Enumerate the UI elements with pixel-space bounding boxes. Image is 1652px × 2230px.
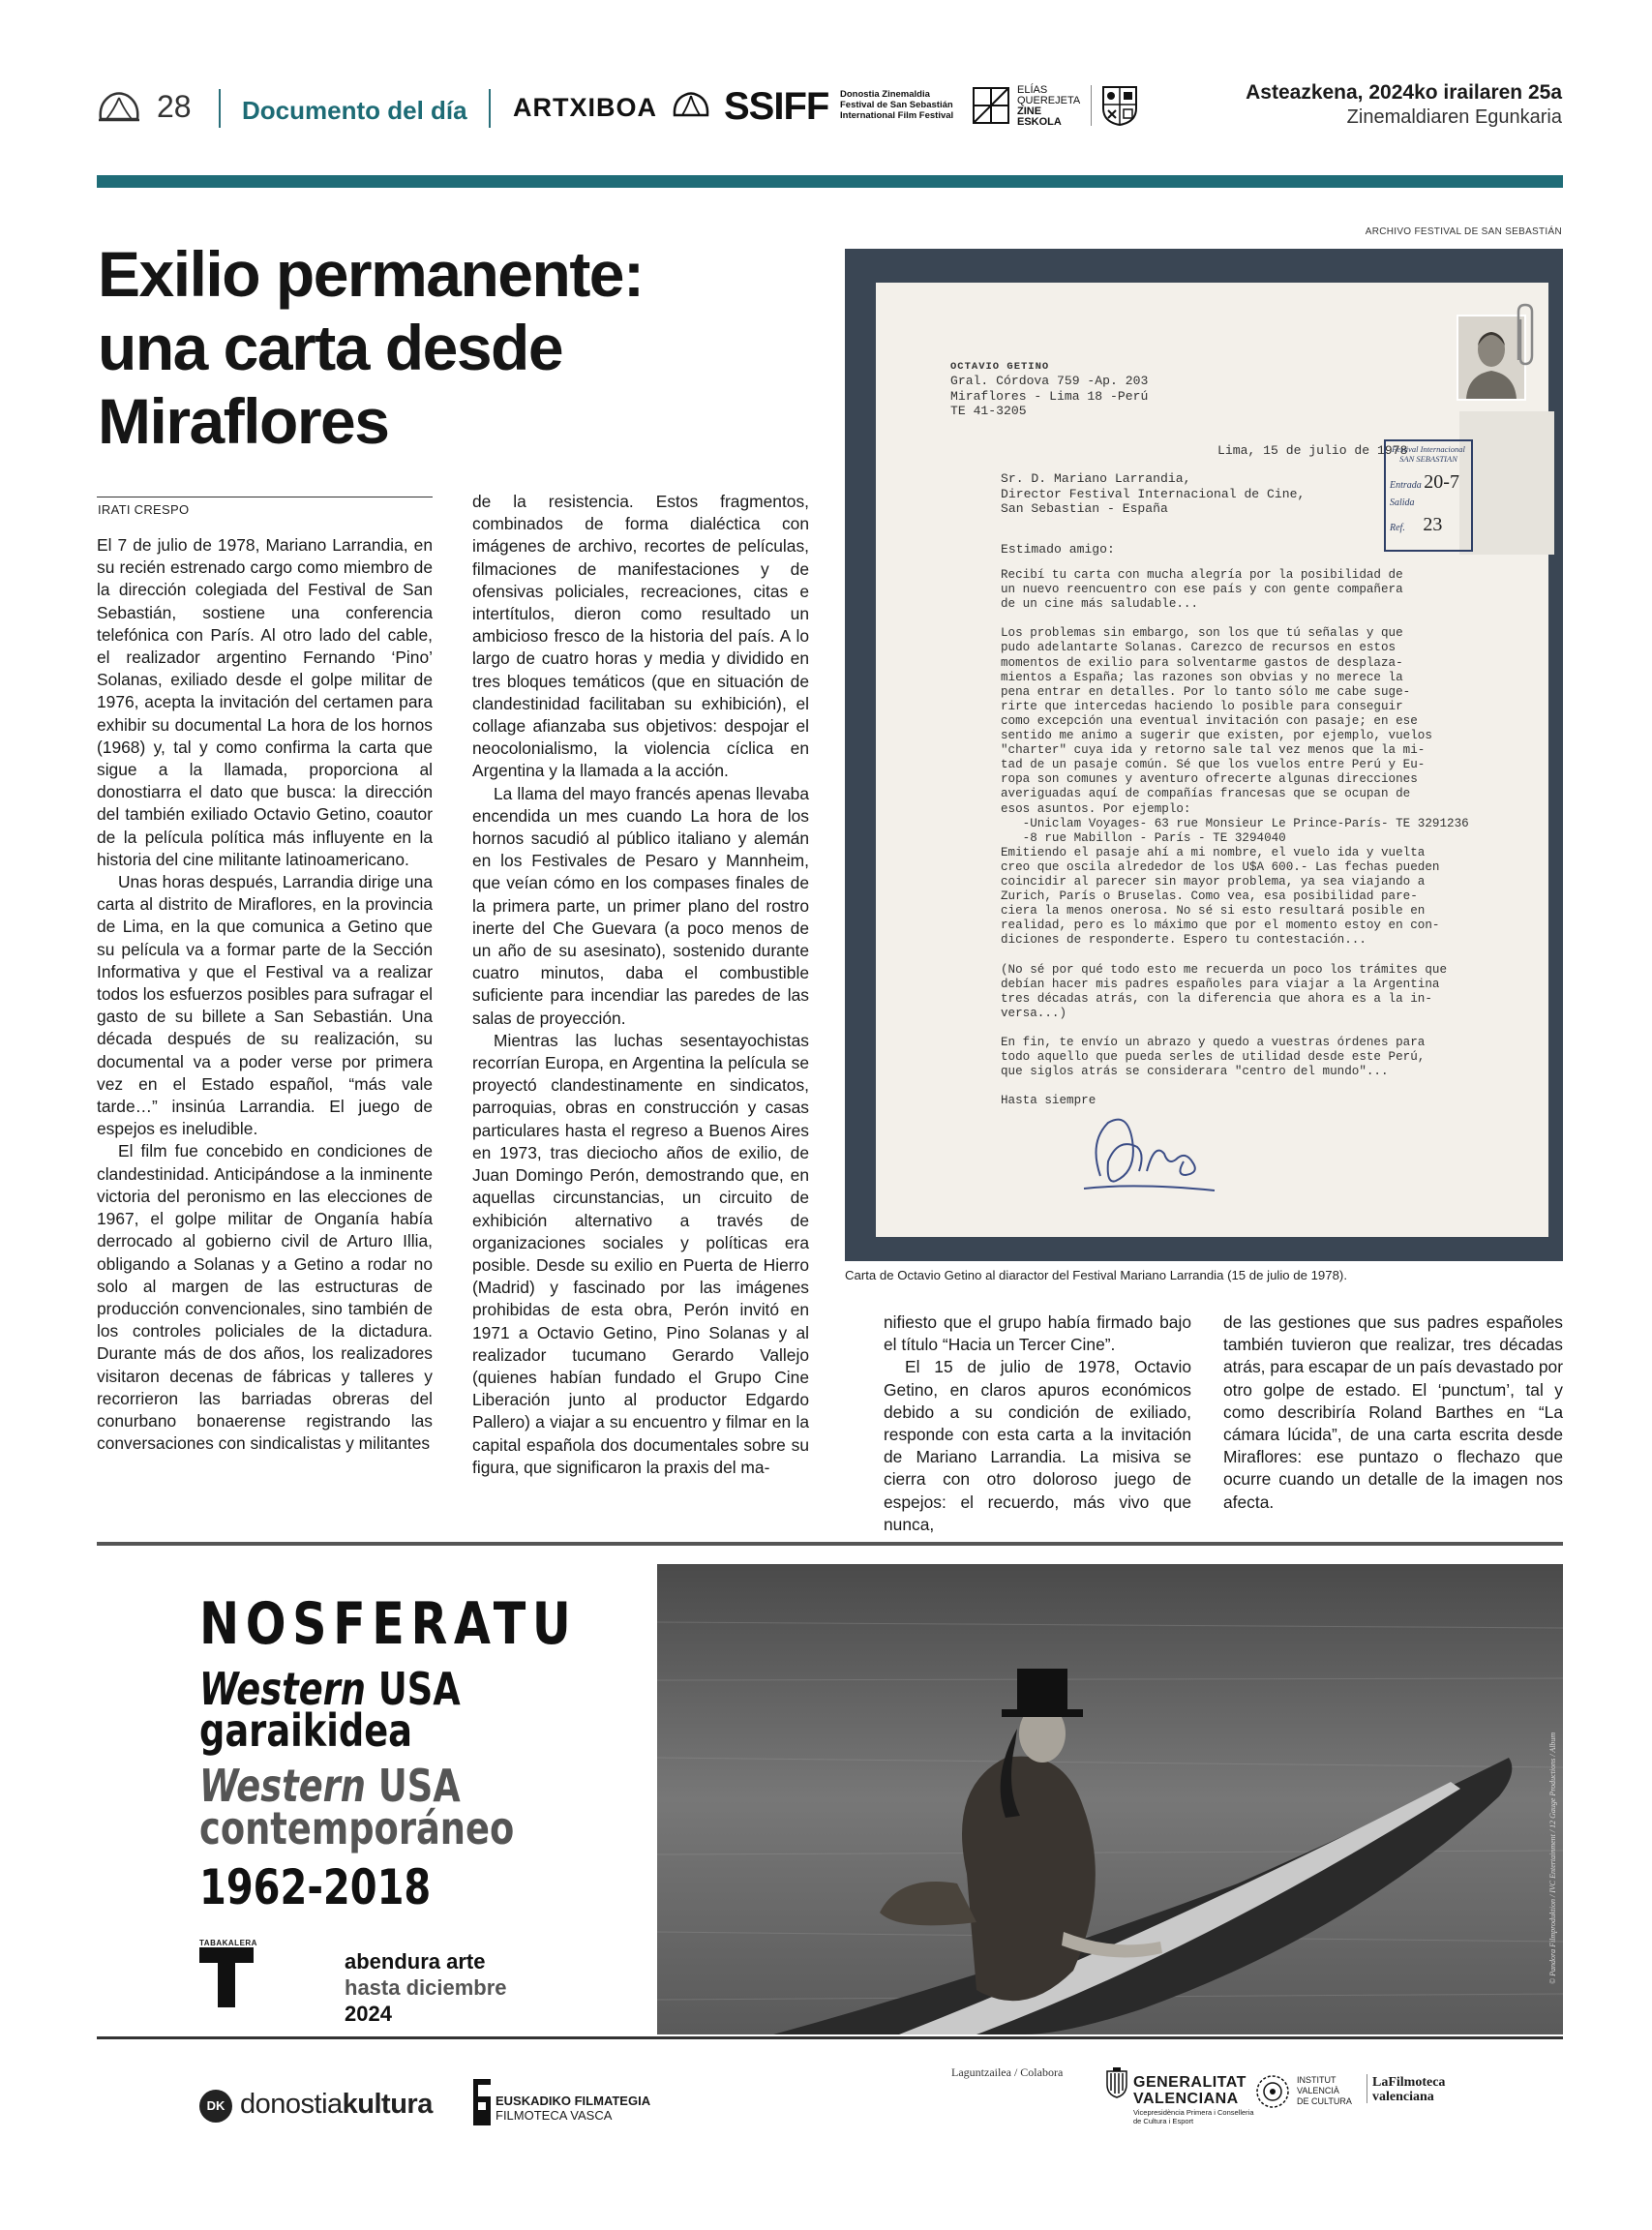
signature-icon xyxy=(1079,1103,1224,1195)
letter-salutation: Estimado amigo: xyxy=(1001,542,1115,557)
filmoteca-valenciana-logo xyxy=(1372,2075,1469,2104)
banner-italic: Western xyxy=(199,1760,366,1812)
ssiff-shell-icon xyxy=(672,90,710,121)
letter-line: creo que oscila alrededor de los U$A 600.- Las fechas pueden xyxy=(1001,859,1440,874)
donostiakultura-text xyxy=(240,2089,433,2121)
exhibition-year: 2024 xyxy=(345,2002,392,2026)
letter-line: Recibí tu carta con mucha alegría por la posibilidad de xyxy=(1001,568,1403,582)
letter-line: esos asuntos. Por ejemplo: xyxy=(1001,801,1191,816)
letter-line xyxy=(1001,1021,1469,1036)
article-column-2 xyxy=(472,491,809,1479)
letter-line: tres décadas atrás, con la diferencia que ahora es a la in- xyxy=(1001,991,1432,1006)
letter-line: Hasta siempre xyxy=(1001,1094,1096,1108)
letter-line: pena entrar en detalles. Por lo tanto sólo me cabe suge- xyxy=(1001,684,1411,699)
filmategia-text: EUSKADIKO FILMATEGIA xyxy=(496,2094,651,2108)
letter-line: -8 rue Mabillon - París - TE 3294040 xyxy=(1001,830,1286,845)
elias-line: ELÍAS xyxy=(1017,84,1048,96)
address-line: TE 41-3205 xyxy=(950,404,1027,419)
figure-caption: Carta de Octavio Getino al diaractor del Festival Mariano Larrandia (15 de julio de 1978). xyxy=(845,1268,1347,1282)
letter-date: Lima, 15 de julio de 1978 xyxy=(1217,443,1408,458)
archive-label: ARTXIBOA xyxy=(513,93,657,122)
tabakalera-label: TABAKALERA xyxy=(199,1939,257,1947)
letter-line: diciones de responderte. Espero tu contestación... xyxy=(1001,933,1367,948)
headline-line: una carta desde xyxy=(98,312,563,383)
exhibition-until-es: hasta diciembre xyxy=(345,1975,507,2000)
photo-credit-text: © Pandora Filmproduktion / IVC Entertainment / 12 Gauge Productions / Album xyxy=(1548,1732,1557,1984)
ssiff-sub-line: International Film Festival xyxy=(840,110,954,121)
banner-text: USA xyxy=(377,1760,461,1812)
ssiff-logo: SSIFF xyxy=(724,85,829,128)
letter-line: averiguadas aquí de compañías francesas que se ocupan de xyxy=(1001,787,1411,801)
festival-receipt-stamp xyxy=(1384,439,1473,552)
paragraph: La llama del mayo francés apenas llevaba encendida un mes cuando La hora de los hornos sacudió al público italiano y alemán en los Festivales de Pesaro y Mannheim, que veían cómo en los compases finales de la primera parte, un primer plano del rostro inerte del Che Guevara (a poco menos de un año de su asesinato), sostenido durante cuatro minutos, daba el combustible suficiente para incendiar las paredes de las salas de proyección. xyxy=(472,783,809,1028)
letter-line: momentos de exilio para solventarme gastos de desplaza- xyxy=(1001,655,1403,670)
exhibition-until-eu: abendura arte xyxy=(345,1949,486,1974)
filmategia-logo-icon xyxy=(473,2079,491,2125)
paragraph: El 7 de julio de 1978, Mariano Larrandia, en su recién estrenado cargo como miembro de la dirección colegiada del Festival de San Sebastián, sostiene una conferencia telefónica con París. Al otro lado del cable, el realizador argentino Fernando ‘Pino’ Solanas, exiliado desde el golpe militar de 1976, acepta la invitación del certamen para exhibir su documental La hora de los hornos (1968) y, tal y como confirma la carta que sigue a la llamada, proporciona al donostiarra el dato que busca: la dirección del también exiliado Octavio Getino, coautor de la película política más influyente en la historia del cine militante latinoamericano. xyxy=(97,535,433,869)
elias-querejeta-text xyxy=(1017,85,1087,128)
paragraph: El film fue concebido en condiciones de clandestinidad. Anticipándose a la inminente victoria del peronismo en las elecciones de 1967, el golpe militar de Onganía había derrocado al gobierno civil de Arturo Illia, obligando a Solanas y a Getino a rodar no solo al margen de las estructuras de producción convencionales, sino también de los controles policiales de la dictadura. Durante más de dos años, los realizadores visitaron decenas de fábricas y talleres y recorrieron las barriadas obreras del conurbano bonaerense registrando las conversaciones con sindicalistas y militantes xyxy=(97,1141,433,1454)
stamp-label: Ref. xyxy=(1390,523,1405,533)
header-accent-bar xyxy=(97,175,1563,188)
generalitat-text xyxy=(1133,2074,1259,2107)
paragraph: Mientras las luchas sesentayochistas recorrían Europa, en Argentina la película se proyectó clandestinamente en sindicatos, parroquias, obras en construcción y casas particulares hasta el regreso a Buenos Aires en 1973, tras dieciocho años de exilio, de Juan Domingo Perón, demostrando que, en aquellas circunstancias, un circuito de exhibición alternativo a través de organizaciones sociales y políticas era posible. Desde su exilio en Puerta de Hierro (Madrid) y fascinado por las imágenes prohibidas de esta obra, Perón invitó en 1971 a Octavio Getino, Pino Solanas y al realizador tucumano Gerardo Vallejo (quienes habían fundado el Grupo Cine Liberación junto al productor Edgardo Pallero) a viajar a su encuentro y filmar en la capital española dos documentales sobre su figura, que significaron la praxis del ma- xyxy=(472,1030,809,1477)
ivc-line: VALENCIÀ xyxy=(1297,2086,1339,2095)
letter-line: tad de un pasaje común. Sé que los vuelos entre Perú y Eu- xyxy=(1001,758,1426,772)
paragraph: El 15 de julio de 1978, Octavio Getino, en claros apuros económicos debido a su condición de exiliado, responde con esta carta a la invitación de Mariano Larrandia. La misiva se cierra con otro doloroso juego de espejos: el recuerdo, más vivo que nunca, xyxy=(884,1357,1191,1534)
elias-line: QUEREJETA xyxy=(1017,95,1081,106)
letter-line: coincidir al parecer sin mayor problema, ya sea viajando a xyxy=(1001,874,1426,889)
gv-line: GENERALITAT xyxy=(1133,2074,1247,2091)
paragraph: de las gestiones que sus padres españoles también tuvieron que realizar, tres décadas atrás, para escapar de un país devastado por otro golpe de estado. El ‘punctum’, tal y como describiría Roland Barthes en “La cámara lúcida”, de una carta escrita desde Miraflores: ese puntazo o flechazo que ocurre cuando un detalle de la imagen nos afecta. xyxy=(1223,1312,1563,1512)
dk-part: donostia xyxy=(240,2089,343,2120)
paperclip-icon xyxy=(1513,302,1538,370)
letter-line: Zurich, París o Bruselas. Como vea, esa posibilidad pare- xyxy=(1001,889,1418,904)
stamp-value: 20-7 xyxy=(1424,471,1459,493)
tabakalera-logo-icon xyxy=(199,1947,254,2007)
letter-sender-address xyxy=(950,374,1148,419)
header-divider xyxy=(1091,85,1092,126)
elias-line: ESKOLA xyxy=(1017,116,1062,128)
stamp-label: Salida xyxy=(1390,497,1415,508)
banner-bottom-rule xyxy=(97,2036,1563,2039)
letter-line: ciera la menos onerosa. No sé si esto resultará posible en xyxy=(1001,904,1426,919)
letter-line: pudo adelantarte Solanas. Carezco de recursos en estos xyxy=(1001,641,1397,655)
film-still-photo xyxy=(657,1564,1563,2034)
gv-line: VALENCIANA xyxy=(1133,2091,1239,2107)
letter-line: -Uniclam Voyages- 63 rue Monsieur Le Prince-París- TE 3291236 xyxy=(1001,816,1469,830)
banner-italic: Western xyxy=(199,1663,366,1715)
letter-line xyxy=(1001,948,1469,962)
shell-logo-icon xyxy=(97,90,141,125)
byline: IRATI CRESPO xyxy=(98,502,190,517)
photo-credit-vertical xyxy=(1547,1636,1560,1984)
recipient-line: Sr. D. Mariano Larrandia, xyxy=(1001,471,1191,486)
receipt-card xyxy=(1459,411,1554,555)
paragraph: de la resistencia. Estos fragmentos, combinados de forma dialéctica con imágenes de archivo, recortes de películas, filmaciones de manifestaciones y de ofensivas policiales, recreaciones, citas e intertítulos, dieron como resultado un ambicioso fresco de la historia del país. A lo largo de cuatro horas y media y dividido en tres bloques temáticos (que en situación de clandestinidad facilitaban su exhibición), el collage afianzaba sus objetivos: despojar el neocolonialismo, la violencia cíclica en Argentina y la llamada a la acción. xyxy=(472,492,809,781)
ssiff-sub-line: Festival de San Sebastián xyxy=(840,100,953,110)
letter-line: un nuevo reencuentro con ese país y con gente compañera xyxy=(1001,583,1403,597)
letter-line: ropa son comunes y aventuro ofrecerte algunas direcciones xyxy=(1001,772,1418,787)
letter-sender-name: OCTAVIO GETINO xyxy=(950,361,1050,373)
issue-date: Asteazkena, 2024ko irailaren 25a xyxy=(1246,81,1562,104)
article-column-3 xyxy=(884,1311,1191,1536)
letter-body xyxy=(1001,568,1469,1108)
generalitat-crest-icon xyxy=(1106,2067,1127,2098)
ssiff-subtitle xyxy=(840,89,956,121)
ivc-line: DE CULTURA xyxy=(1297,2096,1352,2106)
elias-line: ZINE xyxy=(1017,105,1042,117)
banner-title: NOSFERATU xyxy=(199,1590,578,1658)
lf-line: valenciana xyxy=(1372,2090,1434,2104)
stamp-ref xyxy=(1390,514,1471,536)
newspaper-name: Zinemaldiaren Egunkaria xyxy=(1346,106,1562,128)
banner-years: 1962-2018 xyxy=(199,1859,432,1915)
letter-line: Emitiendo el pasaje ahí a mi nombre, el vuelo ida y vuelta xyxy=(1001,845,1426,859)
headline-line: Miraflores xyxy=(98,385,389,457)
letter-line: Los problemas sin embargo, son los que tú señalas y que xyxy=(1001,626,1403,641)
dk-part: kultura xyxy=(342,2089,433,2120)
headline-line: Exilio permanente: xyxy=(98,238,644,310)
letter-line: todo aquello que pueda serles de utilidad desde este Perú, xyxy=(1001,1050,1426,1065)
letter-line: versa...) xyxy=(1001,1006,1067,1020)
letter-line: En fin, te envío un abrazo y quedo a vuestras órdenes para xyxy=(1001,1036,1426,1049)
letter-line xyxy=(1001,1079,1469,1094)
filmoteca-vasca-text: FILMOTECA VASCA xyxy=(496,2108,613,2123)
letter-line: rirte que intercedas haciendo lo posible para conseguir xyxy=(1001,699,1403,713)
letter-line: (No sé por qué todo esto me recuerda un poco los trámites que xyxy=(1001,962,1448,977)
banner-line-es-2: contemporáneo xyxy=(199,1802,515,1854)
elias-querejeta-logo-icon xyxy=(973,87,1009,124)
letter-line: como excepción una eventual invitación con pasaje; en ese xyxy=(1001,713,1418,728)
recipient-line: San Sebastian - España xyxy=(1001,501,1168,517)
stamp-line: SAN SEBASTIAN xyxy=(1399,454,1457,464)
generalitat-subtext: Vicepresidència Primera i Conselleria de Cultura i Esport xyxy=(1133,2108,1254,2125)
letter-line: que siglos atrás se considerara "centro del mundo"... xyxy=(1001,1065,1389,1079)
letter-line: "charter" cuya ida y retorno sale tal vez menos que la mi- xyxy=(1001,743,1426,758)
header-divider xyxy=(219,89,221,128)
ivc-line: INSTITUT xyxy=(1297,2075,1337,2085)
paragraph: nifiesto que el grupo había firmado bajo el título “Hacia un Tercer Cine”. xyxy=(884,1312,1191,1355)
colabora-label: Laguntzailea / Colabora xyxy=(951,2065,1064,2079)
ivc-text xyxy=(1297,2075,1365,2107)
address-line: Miraflores - Lima 18 -Perú xyxy=(950,388,1149,404)
stamp-value: 23 xyxy=(1423,514,1443,535)
lf-line: LaFilmoteca xyxy=(1372,2075,1446,2090)
dk-initials: DK xyxy=(206,2098,225,2113)
donostiakultura-logo-icon xyxy=(199,2090,232,2123)
letter-line: sentido me animo a sugerir que existen, por ejemplo, vuelos xyxy=(1001,729,1432,743)
section-title: Documento del día xyxy=(242,96,467,125)
article-column-4 xyxy=(1223,1311,1563,1514)
banner-line-eu-2: garaikidea xyxy=(199,1704,412,1757)
letter-line: realidad, pero es lo máximo que por el momento estoy en con- xyxy=(1001,919,1440,933)
letter-line xyxy=(1001,612,1469,626)
banner-text: USA xyxy=(377,1663,461,1715)
letter-line: mientos a España; las razones son obvias y no merece la xyxy=(1001,670,1403,684)
headline xyxy=(98,237,775,458)
stamp-line: Festival Internacional xyxy=(1392,444,1465,454)
article-column-1 xyxy=(97,534,433,1455)
banner-top-rule xyxy=(97,1542,1563,1546)
ssiff-sub-line: Donostia Zinemaldia xyxy=(840,89,930,100)
page-number: 28 xyxy=(157,89,192,124)
stamp-label: Entrada xyxy=(1390,480,1422,491)
address-line: Gral. Córdova 759 -Ap. 203 xyxy=(950,374,1149,388)
basque-government-crest-icon xyxy=(1101,85,1138,126)
letter-line: de un cine más saludable... xyxy=(1001,597,1199,612)
letter-recipient xyxy=(1001,471,1305,517)
photo-credit: ARCHIVO FESTIVAL DE SAN SEBASTIÁN xyxy=(1365,226,1562,237)
header-divider xyxy=(489,89,491,128)
letter-line: debían hacer mis padres españoles para viajar a la Argentina xyxy=(1001,977,1440,991)
recipient-line: Director Festival Internacional de Cine, xyxy=(1001,486,1306,501)
ivc-logo-icon xyxy=(1255,2074,1290,2109)
stamp-entrada xyxy=(1390,471,1471,494)
paragraph: Unas horas después, Larrandia dirige una carta al distrito de Miraflores, en la provincia de Lima, en la que comunica a Getino que su película va a formar parte de la Sección Informativa y que el Festival va a realizar todos los esfuerzos posibles para sufragar el gasto de su billete a San Sebastián. Una década después de su realización, su documental va a poder verse por primera vez en el Estado español, “más vale tarde…” insinúa Larrandia. El juego de espejos es ineludible. xyxy=(97,872,433,1139)
